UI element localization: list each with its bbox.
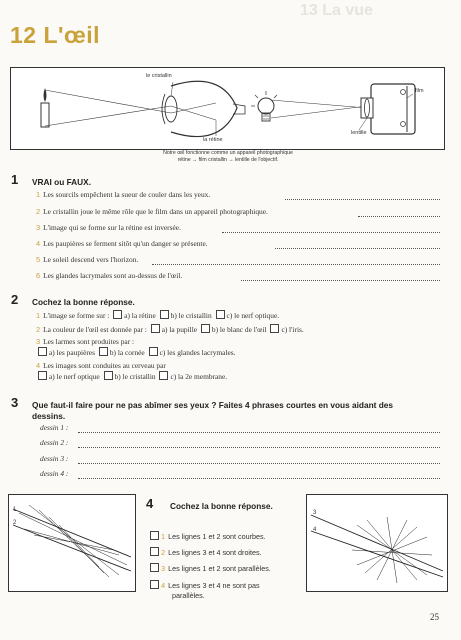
s4-checkbox-4[interactable] bbox=[150, 580, 159, 589]
camera-icon bbox=[371, 84, 415, 134]
left-line-label-1: 1 bbox=[13, 507, 17, 513]
section-1-heading: VRAI ou FAUX. bbox=[32, 177, 92, 187]
s2-q4: 4 Les images sont conduites au cerveau par bbox=[36, 361, 166, 370]
eye-camera-figure bbox=[10, 67, 445, 150]
label-lentille: lentille bbox=[351, 130, 367, 136]
section-2-number: 2 bbox=[11, 292, 19, 307]
section-2-heading: Cochez la bonne réponse. bbox=[32, 297, 135, 307]
s2-q4-checkbox-c[interactable] bbox=[159, 371, 168, 380]
s2-q3-options: a) les paupières b) la cornée c) les glandes lacrymales. bbox=[36, 347, 236, 357]
s4-item-3: 3 Les lignes 1 et 2 sont parallèles. bbox=[148, 563, 271, 573]
dessin-1-label: dessin 1 : bbox=[40, 423, 69, 432]
s4-checkbox-2[interactable] bbox=[150, 547, 159, 556]
s4-item-2: 2 Les lignes 3 et 4 sont droites. bbox=[148, 547, 262, 557]
s2-q3-checkbox-b[interactable] bbox=[99, 347, 108, 356]
s1-answer-line-3[interactable] bbox=[222, 232, 440, 233]
s1-item-1: 1 Les sourcils empêchent la sueur de couler dans les yeux. bbox=[36, 190, 211, 199]
section-3-number: 3 bbox=[11, 395, 19, 410]
s2-q1-checkbox-c[interactable] bbox=[216, 310, 225, 319]
caption-line-2: rétine → film cristallin → lentille de l'objectif. bbox=[177, 157, 279, 163]
straight-lines-illusion bbox=[307, 495, 447, 591]
eye-camera-diagram bbox=[11, 68, 444, 149]
dessin-1-line[interactable] bbox=[78, 432, 440, 433]
ghost-header: 13 La vue bbox=[300, 2, 373, 19]
s2-q3-checkbox-a[interactable] bbox=[38, 347, 47, 356]
s2-q2-checkbox-c[interactable] bbox=[270, 324, 279, 333]
label-film: film bbox=[415, 88, 424, 94]
s4-item-4: 4 Les lignes 3 et 4 ne sont pas parallèles. bbox=[148, 580, 260, 601]
s2-q2-checkbox-a[interactable] bbox=[151, 324, 160, 333]
s1-item-5: 5 Le soleil descend vers l'horizon. bbox=[36, 255, 139, 264]
s1-answer-line-1[interactable] bbox=[285, 199, 440, 200]
cristallin-lens bbox=[165, 96, 177, 122]
s2-q3: 3 Les larmes sont produites par : bbox=[36, 337, 135, 346]
s1-answer-line-5[interactable] bbox=[152, 264, 440, 265]
s2-q2: 2 La couleur de l'œil est donnée par : a) la pupille b) le blanc de l'œil c) l'iris. bbox=[36, 325, 304, 334]
label-cristallin: le cristallin bbox=[146, 73, 172, 79]
s2-q1: 1 L'image se forme sur : a) la rétine b) le cristallin c) le nerf optique. bbox=[36, 311, 280, 320]
dessin-2-label: dessin 2 : bbox=[40, 438, 69, 447]
s4-checkbox-1[interactable] bbox=[150, 531, 159, 540]
curved-lines-illusion bbox=[9, 495, 135, 591]
illusion-figure-left bbox=[8, 494, 136, 592]
s1-answer-line-6[interactable] bbox=[241, 280, 440, 281]
s4-checkbox-3[interactable] bbox=[150, 563, 159, 572]
s1-answer-line-4[interactable] bbox=[275, 248, 440, 249]
s2-q4-options: a) le nerf optique b) le cristallin c) la 2e membrane. bbox=[36, 371, 227, 381]
illusion-figure-right bbox=[306, 494, 448, 592]
right-line-label-3: 3 bbox=[313, 510, 317, 516]
dessin-3-line[interactable] bbox=[78, 463, 440, 464]
s2-q3-checkbox-c[interactable] bbox=[149, 347, 158, 356]
page-number: 25 bbox=[430, 612, 439, 622]
dessin-2-line[interactable] bbox=[78, 447, 440, 448]
s1-item-2: 2 Le cristallin joue le même rôle que le film dans un appareil photographique. bbox=[36, 207, 268, 216]
right-line-label-4: 4 bbox=[313, 527, 317, 533]
s2-q1-checkbox-a[interactable] bbox=[113, 310, 122, 319]
s1-item-4: 4 Les paupières se ferment sitôt qu'un danger se présente. bbox=[36, 239, 208, 248]
label-retine: la rétine bbox=[203, 137, 223, 143]
s1-answer-line-2[interactable] bbox=[358, 216, 440, 217]
dessin-4-label: dessin 4 : bbox=[40, 469, 69, 478]
s1-item-6: 6 Les glandes lacrymales sont au-dessus de l'œil. bbox=[36, 271, 183, 280]
s2-q4-checkbox-b[interactable] bbox=[104, 371, 113, 380]
dessin-4-line[interactable] bbox=[78, 478, 440, 479]
s4-item-1: 1 Les lignes 1 et 2 sont courbes. bbox=[148, 531, 266, 541]
section-1-number: 1 bbox=[11, 172, 19, 187]
page-title: 12 L'œil bbox=[10, 22, 100, 48]
s2-q2-checkbox-b[interactable] bbox=[201, 324, 210, 333]
light-bulb-icon bbox=[258, 98, 274, 114]
s2-q1-checkbox-b[interactable] bbox=[160, 310, 169, 319]
s1-item-3: 3 L'image qui se forme sur la rétine est inversée. bbox=[36, 223, 181, 232]
dessin-3-label: dessin 3 : bbox=[40, 454, 69, 463]
caption-line-1: Notre œil fonctionne comme un appareil photographique bbox=[163, 150, 293, 156]
section-4-number: 4 bbox=[146, 496, 154, 511]
section-4-heading: Cochez la bonne réponse. bbox=[170, 501, 273, 511]
s2-q4-checkbox-a[interactable] bbox=[38, 371, 47, 380]
left-line-label-2: 2 bbox=[13, 520, 17, 526]
section-3-heading: Que faut-il faire pour ne pas abîmer ses yeux ? Faites 4 phrases courtes en vous aidant des dessins. bbox=[32, 400, 394, 421]
candle-icon bbox=[41, 103, 49, 127]
figure-caption bbox=[148, 150, 308, 164]
